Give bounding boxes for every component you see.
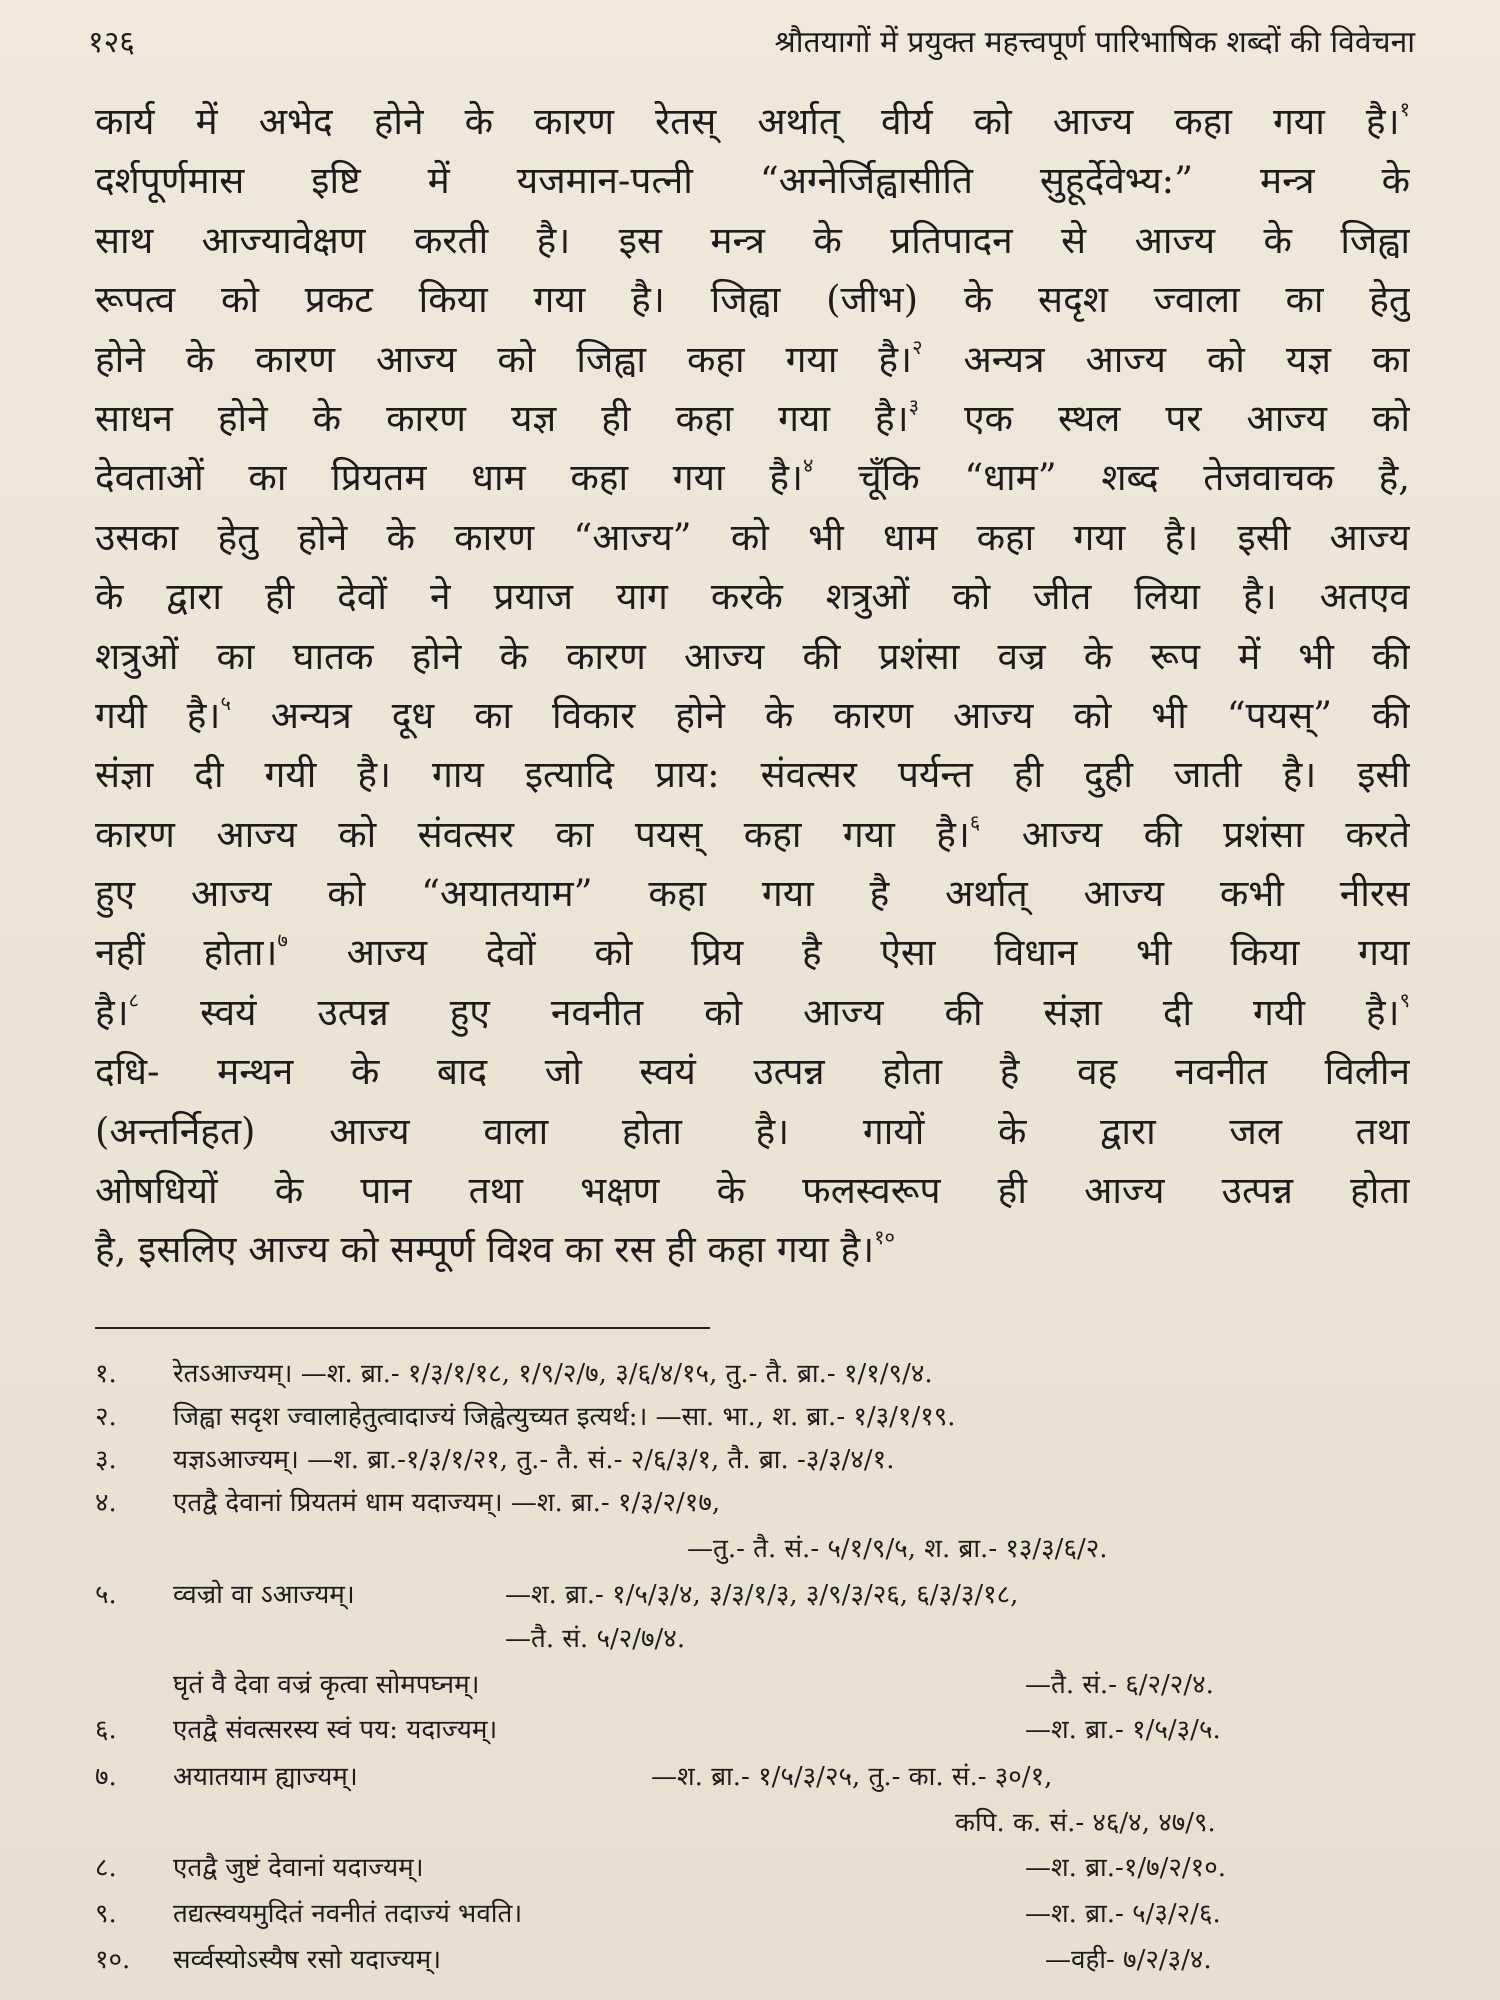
text-line: है।$^८$ स्वयं उत्पन्न हुए नवनीत को आज्य की संज्ञा दी गयी है।$^९$: [95, 987, 1410, 1034]
text-line: ओषधियों के पान तथा भक्षण के फलस्वरूप ही आज्य उत्पन्न होता: [95, 1169, 1410, 1213]
footnote-4: ४. एतद्वै देवानां प्रियतमं धाम यदाज्यम्। —श. ब्रा.- १/३/२/१७,: [95, 1488, 721, 1518]
footnote-3: ३. यज्ञऽआज्यम्। —श. ब्रा.-१/३/१/२१, तु.- तै. सं.- २/६/३/१, तै. ब्रा. -३/३/४/१.: [95, 1445, 895, 1475]
footnote-6: ६. एतद्वै संवत्सरस्य स्वं पय: यदाज्यम्। —श. ब्रा.- १/५/३/५.: [95, 1715, 1221, 1745]
footnote-ref[interactable]: ५: [220, 690, 231, 715]
text-line: कार्य में अभेद होने के कारण रेतस् अर्थात् वीर्य को आज्य कहा गया है।$^१$: [95, 97, 1410, 143]
text-line: संज्ञा दी गयी है। गाय इत्यादि प्राय: संवत्सर पर्यन्त ही दुही जाती है। इसी: [95, 753, 1410, 797]
footnote-9: ९. तद्यत्स्वयमुदितं नवनीतं तदाज्यं भवति। —श. ब्रा.- ५/३/२/६.: [95, 1899, 1221, 1929]
footnote-ref[interactable]: २: [912, 334, 923, 359]
text-line: के द्वारा ही देवों ने प्रयाज याग करके शत्रुओं को जीत लिया है। अतएव: [95, 575, 1410, 619]
text-line: साधन होने के कारण यज्ञ ही कहा गया है।$^३$ एक स्थल पर आज्य को: [95, 393, 1410, 440]
footnote-ref[interactable]: ७: [277, 928, 288, 953]
text-line: नहीं होता।$^७$ आज्य देवों को प्रिय है ऐसा विधान भी किया गया: [95, 928, 1410, 975]
footnote-ref[interactable]: ६: [969, 809, 981, 834]
footnote-ref[interactable]: ३: [908, 393, 920, 418]
text-line: देवताओं का प्रियतम धाम कहा गया है।$^४$ चूँकि “धाम” शब्द तेजवाचक है,: [95, 453, 1410, 500]
footnote-8: ८. एतद्वै जुष्टं देवानां यदाज्यम्। —श. ब्रा.-१/७/२/१०.: [95, 1853, 1226, 1883]
text-line: है, इसलिए आज्य को सम्पूर्ण विश्व का रस ही कहा गया है।$^{१०}$: [95, 1225, 895, 1272]
text-line: दर्शपूर्णमास इष्टि में यजमान-पत्नी “अग्नेर्जिह्वासीति सुहूर्देवेभ्य:” मन्त्र के: [95, 159, 1410, 203]
footnote-1: १. रेतऽआज्यम्। —श. ब्रा.- १/३/१/१८, १/९/२/७, ३/६/४/१५, तु.- तै. ब्रा.- १/१/९/४.: [95, 1359, 933, 1389]
text-line: गयी है।$^५$ अन्यत्र दूध का विकार होने के कारण आज्य को भी “पयस्” की: [95, 690, 1410, 737]
footnote-5: ५. व्वज्रो वा ऽआज्यम्। —श. ब्रा.- १/५/३/४, ३/३/१/३, ३/९/३/२६, ६/३/३/१८,: [95, 1580, 1019, 1610]
footnote-10: १०. सर्व्वस्योऽस्यैष रसो यदाज्यम्। —वही- ७/२/३/४.: [95, 1945, 1212, 1975]
text-line: हुए आज्य को “अयातयाम” कहा गया है अर्थात् आज्य कभी नीरस: [95, 872, 1410, 916]
text-line: (अन्तर्निहत) आज्य वाला होता है। गायों के द्वारा जल तथा: [95, 1109, 1410, 1153]
footnote-separator: [95, 1327, 710, 1329]
footnote-7: ७. अयातयाम ह्याज्यम्। —श. ब्रा.- १/५/३/२५, तु.- का. सं.- ३०/१,: [95, 1762, 1053, 1792]
footnote-ref[interactable]: ४: [803, 453, 814, 478]
text-line: कारण आज्य को संवत्सर का पयस् कहा गया है।$^६$ आज्य की प्रशंसा करते: [95, 809, 1410, 856]
footnote-ref[interactable]: १: [1399, 97, 1410, 121]
footnote-5b: घृतं वै देवा वज्रं कृत्वा सोमपघ्नम्। —तै. सं.- ६/२/२/४.: [173, 1670, 1214, 1700]
main-paragraph: [95, 92, 1410, 1280]
text-line: रूपत्व को प्रकट किया गया है। जिह्वा (जीभ) के सदृश ज्वाला का हेतु: [95, 278, 1410, 322]
footnote-2: २. जिह्वा सदृश ज्वालाहेतुत्वादाज्यं जिह्वेत्युच्यत इत्यर्थ:। —सा. भा., श. ब्रा.- १/३/१/१९.: [95, 1402, 956, 1432]
page-number: १२६: [88, 25, 135, 60]
footnote-5-continued: —तै. सं. ५/२/७/४.: [505, 1624, 686, 1654]
footnote-7-continued: कपि. क. सं.- ४६/४, ४७/९.: [955, 1808, 1216, 1838]
text-line: शत्रुओं का घातक होने के कारण आज्य की प्रशंसा वज्र के रूप में भी की: [95, 634, 1410, 678]
running-title: श्रौतयागों में प्रयुक्त महत्त्वपूर्ण पारिभाषिक शब्दों की विवेचना: [774, 25, 1415, 60]
footnote-4-continued: —तु.- तै. सं.- ५/१/९/५, श. ब्रा.- १३/३/६/२.: [687, 1534, 1108, 1564]
text-line: दधि- मन्थन के बाद जो स्वयं उत्पन्न होता है वह नवनीत विलीन: [95, 1050, 1410, 1094]
footnote-ref[interactable]: ९: [1399, 987, 1410, 1012]
text-line: होने के कारण आज्य को जिह्वा कहा गया है।$^२$ अन्यत्र आज्य को यज्ञ का: [95, 334, 1410, 381]
footnote-ref[interactable]: ८: [128, 987, 140, 1012]
text-line: उसका हेतु होने के कारण “आज्य” को भी धाम कहा गया है। इसी आज्य: [95, 515, 1410, 559]
text-line: साथ आज्यावेक्षण करती है। इस मन्त्र के प्रतिपादन से आज्य के जिह्वा: [95, 218, 1410, 262]
running-header: [88, 16, 1415, 60]
footnote-ref[interactable]: १०: [874, 1225, 895, 1250]
